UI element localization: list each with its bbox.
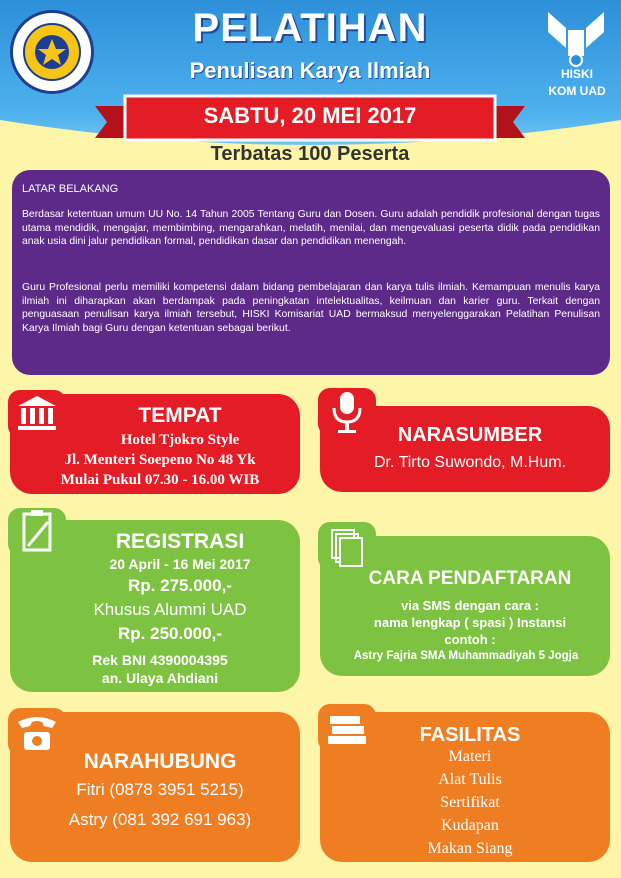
venue-title: TEMPAT xyxy=(138,404,222,427)
facility-item: Sertifikat xyxy=(440,794,500,811)
speaker-title: NARASUMBER xyxy=(397,424,543,446)
page-subtitle: Penulisan Karya Ilmiah xyxy=(189,58,431,83)
hiski-name: HISKI xyxy=(560,67,593,81)
university-logo xyxy=(10,10,94,94)
registration-alumni-price: Rp. 250.000,- xyxy=(118,624,222,643)
page-title: PELATIHAN xyxy=(192,6,428,50)
registration-icon-box xyxy=(8,508,66,556)
registration-alumni-label: Khusus Alumni UAD xyxy=(93,600,247,619)
signup-line-4: Astry Fajria SMA Muhammadiyah 5 Jogja xyxy=(353,650,579,662)
registration-price: Rp. 275.000,- xyxy=(128,576,232,595)
contact-2: Astry (081 392 691 963) xyxy=(68,810,252,829)
signup-line-2: nama lengkap ( spasi ) Instansi xyxy=(373,615,567,630)
registration-period: 20 April - 16 Mei 2017 xyxy=(109,556,251,572)
background-heading: LATAR BELAKANG xyxy=(22,183,119,195)
building-icon xyxy=(8,390,66,438)
background-paragraph-1: Berdasar ketentuan umum UU No. 14 Tahun 2005 Tentang Guru dan Dosen. Guru adalah pendidik profesional dengan tugas utama mendidik, mengajar, membimbing, mengarahkan, melatih, menilai, dan mengevaluasi peserta didik pada pendidikan anak usia dini jalur pendidikan formal, pendidikan dasar dan pendidikan menengah. xyxy=(22,209,600,247)
facility-item: Materi xyxy=(448,748,492,765)
hiski-sub: KOM UAD xyxy=(548,84,606,98)
contact-icon-box xyxy=(8,708,66,756)
documents-icon xyxy=(318,522,376,570)
contact-1: Fitri (0878 3951 5215) xyxy=(76,780,244,799)
venue-line-3: Mulai Pukul 07.30 - 16.00 WIB xyxy=(60,472,260,488)
facility-item: Kudapan xyxy=(441,817,499,834)
signup-line-3: contoh : xyxy=(444,632,496,647)
registration-account-name: an. Ulaya Ahdiani xyxy=(101,670,219,686)
telephone-icon xyxy=(8,708,66,756)
books-icon xyxy=(318,704,376,752)
facility-item: Makan Siang xyxy=(427,840,513,857)
contact-title: NARAHUBUNG xyxy=(83,750,237,773)
speaker-name: Dr. Tirto Suwondo, M.Hum. xyxy=(373,454,567,471)
background-section xyxy=(12,170,610,375)
signup-icon-box xyxy=(318,522,376,570)
venue-icon-box xyxy=(8,390,66,438)
facilities-title: FASILITAS xyxy=(419,724,521,746)
facilities-icon-box xyxy=(318,704,376,752)
signup-line-1: via SMS dengan cara : xyxy=(401,598,539,613)
background-paragraph-2: Guru Profesional perlu memiliki kompetensi dalam bidang pembelajaran dan karya tulis ilmiah. Kemampuan menulis karya ilmiah ini diharapkan akan berdampak pada peningkatan intelektualitas, keilmuan dan karier guru. Terkait dengan penguasaan penulisan karya ilmiah tersebut, HISKI Komisariat UAD bermaksud menyelenggarakan Pelatihan Penulisan Karya Ilmiah bagi Guru dengan ketentuan sebagai berikut. xyxy=(22,282,600,334)
venue-line-1: Hotel Tjokro Style xyxy=(120,432,240,448)
signup-title: CARA PENDAFTARAN xyxy=(368,568,572,589)
registration-bank: Rek BNI 4390004395 xyxy=(92,652,228,668)
venue-line-2: Jl. Menteri Soepeno No 48 Yk xyxy=(64,452,256,468)
hiski-logo-text xyxy=(538,66,616,100)
clipboard-icon xyxy=(8,508,66,556)
participant-limit: Terbatas 100 Peserta xyxy=(210,143,410,165)
registration-title: REGISTRASI xyxy=(115,530,245,553)
event-date: SABTU, 20 MEI 2017 xyxy=(203,103,417,128)
facility-item: Alat Tulis xyxy=(438,771,502,788)
